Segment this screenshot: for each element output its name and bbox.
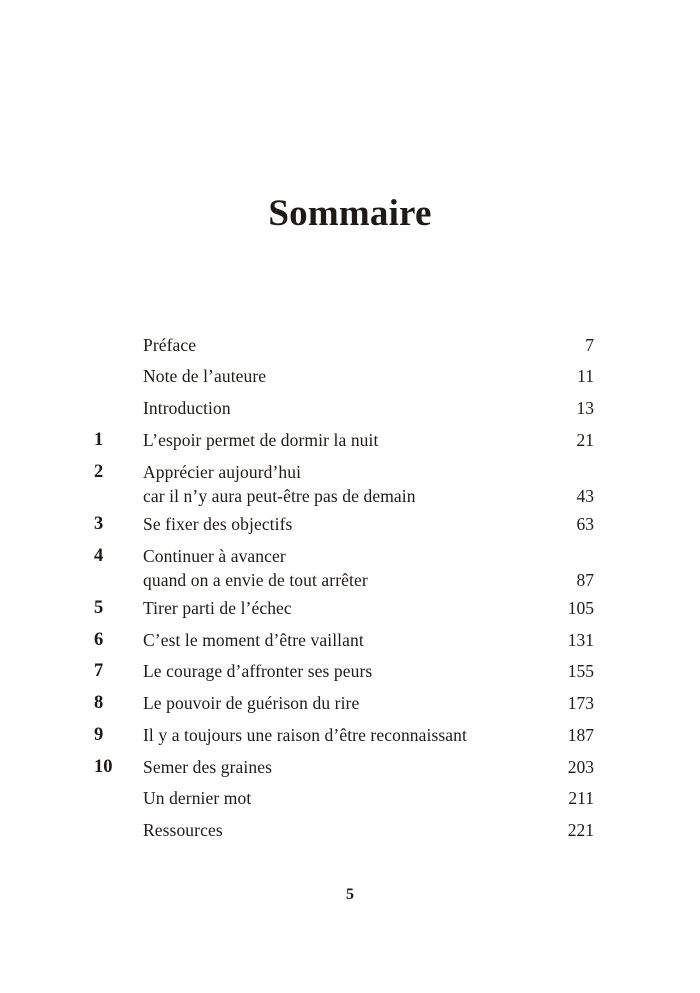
toc-page-number: 21	[576, 430, 594, 450]
toc-page-number: 203	[567, 757, 594, 777]
toc-entry-title: Le courage d’affronter ses peurs	[143, 661, 373, 681]
toc-page-number: 155	[567, 661, 594, 681]
toc-entry-title: Continuer à avancer	[143, 546, 286, 566]
toc-page-number: 105	[567, 598, 594, 618]
page-number: 5	[346, 886, 354, 903]
toc-page-number: 221	[567, 820, 594, 840]
toc-page-number: 11	[577, 366, 594, 386]
toc-entry[interactable]	[94, 786, 594, 810]
toc-entry[interactable]	[94, 512, 594, 536]
toc-page-number: 7	[585, 335, 594, 355]
toc-chapter-number: 8	[94, 693, 104, 713]
toc-chapter-number: 2	[94, 462, 104, 482]
toc-chapter-number: 6	[94, 630, 104, 650]
toc-entry[interactable]	[94, 723, 594, 747]
toc-entry-title: Tirer parti de l’échec	[143, 598, 292, 618]
toc-page-number: 211	[568, 788, 594, 808]
toc-chapter-number: 4	[94, 546, 104, 566]
toc-entry[interactable]	[94, 628, 594, 652]
toc-entry-title: Introduction	[143, 398, 231, 418]
toc-entry[interactable]	[94, 396, 594, 420]
toc-entry[interactable]	[94, 428, 594, 452]
toc-entry-title: quand on a envie de tout arrêter	[143, 570, 368, 590]
toc-entry-title: Il y a toujours une raison d’être reconnaissant	[143, 725, 467, 745]
toc-entry-title: Note de l’auteure	[143, 366, 267, 386]
toc-page-number: 13	[576, 398, 594, 418]
toc-page-number: 43	[576, 486, 594, 506]
toc-entry[interactable]	[94, 544, 594, 592]
page-title: Sommaire	[268, 193, 432, 234]
toc-page-number: 63	[576, 514, 594, 534]
toc-entry-title: Un dernier mot	[143, 788, 252, 808]
toc-entry-title: C’est le moment d’être vaillant	[143, 630, 364, 650]
toc-entry[interactable]	[94, 596, 594, 620]
toc-chapter-number: 1	[94, 430, 104, 450]
toc-entry-title: Se fixer des objectifs	[143, 514, 293, 534]
toc-entry[interactable]	[94, 659, 594, 683]
toc-entry[interactable]	[94, 460, 594, 508]
toc-entry[interactable]	[94, 755, 594, 779]
toc-page-number: 131	[567, 630, 594, 650]
toc-entry-title: Le pouvoir de guérison du rire	[143, 693, 360, 713]
toc-page-number: 187	[567, 725, 594, 745]
toc-chapter-number: 7	[94, 661, 104, 681]
toc-entry-title: Apprécier aujourd’hui	[143, 462, 302, 482]
toc-entry-title: Ressources	[143, 820, 223, 840]
toc-chapter-number: 10	[94, 757, 113, 777]
toc-entry[interactable]	[94, 333, 594, 357]
toc-entry[interactable]	[94, 364, 594, 388]
toc-entry-title: Préface	[143, 335, 197, 355]
toc-entry[interactable]	[94, 818, 594, 842]
toc-entry-title: L’espoir permet de dormir la nuit	[143, 430, 379, 450]
toc-entry-title: Semer des graines	[143, 757, 273, 777]
toc-entry-title: car il n’y aura peut-être pas de demain	[143, 486, 416, 506]
toc-entry[interactable]	[94, 691, 594, 715]
toc-chapter-number: 5	[94, 598, 104, 618]
toc-chapter-number: 3	[94, 514, 104, 534]
toc-chapter-number: 9	[94, 725, 104, 745]
toc-page-number: 87	[576, 570, 594, 590]
toc-page-number: 173	[567, 693, 594, 713]
